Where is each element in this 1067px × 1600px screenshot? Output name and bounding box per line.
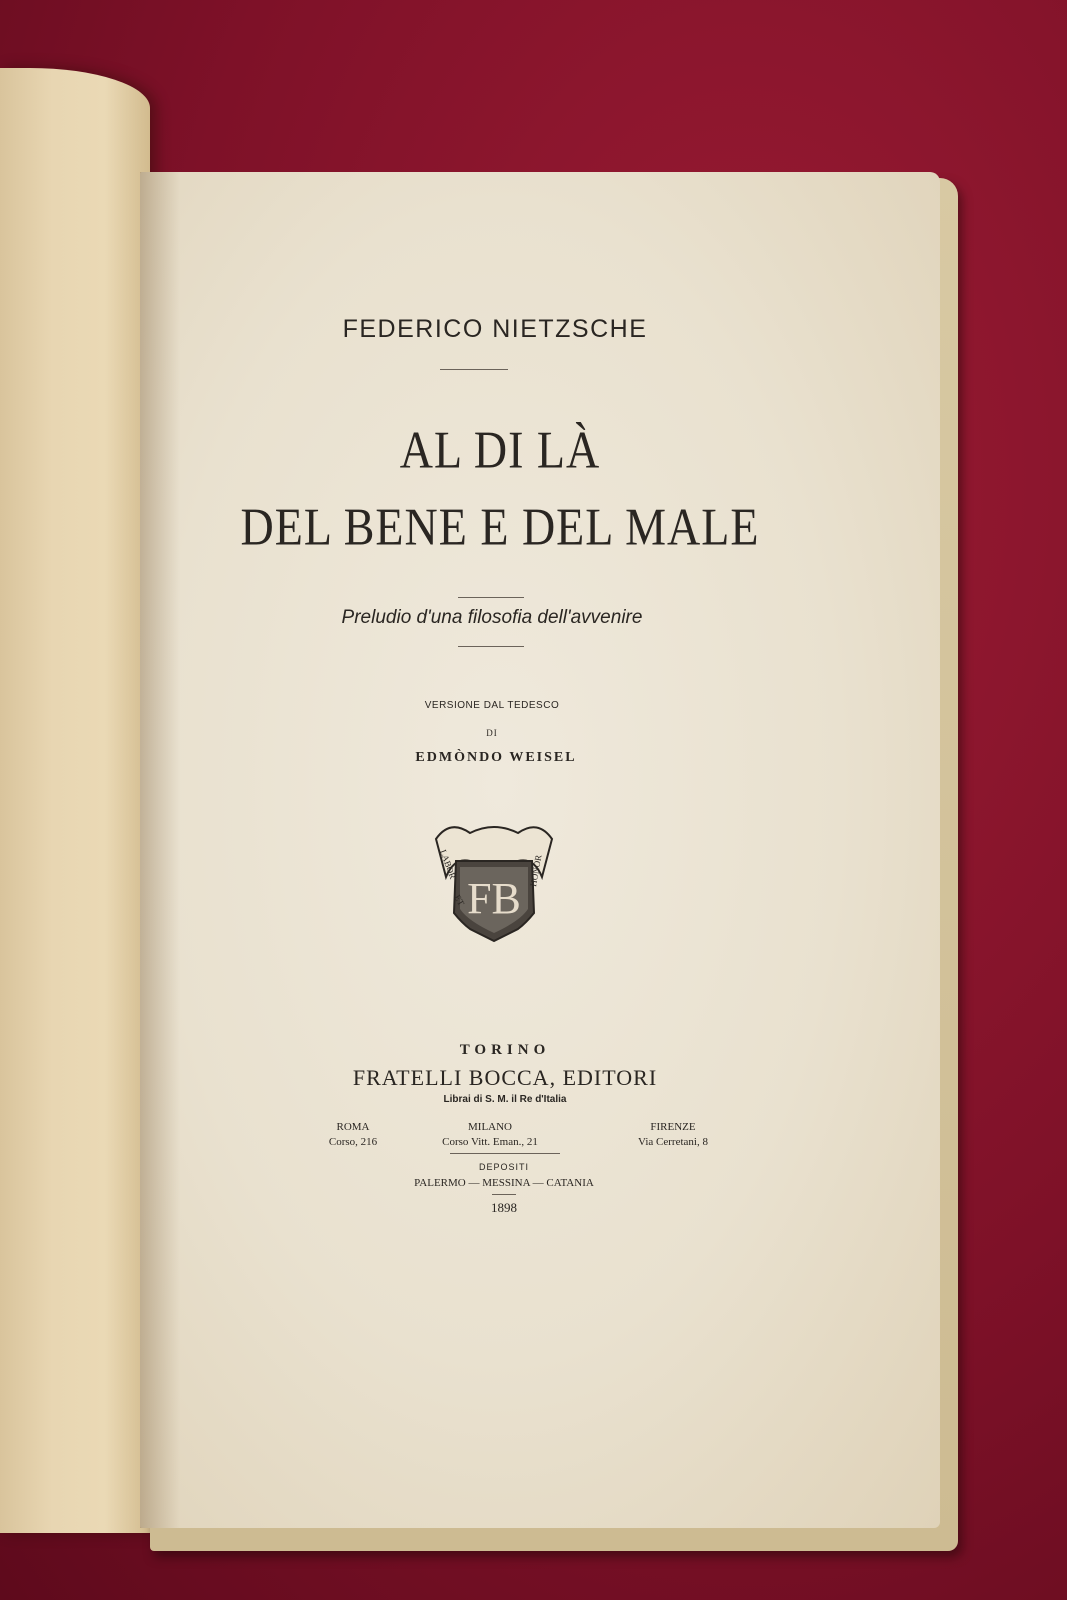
publication-year: 1898 [491,1200,517,1215]
ornamental-rule [440,369,508,370]
author-name: FEDERICO NIETZSCHE [342,315,648,343]
translator-name: EDMÒNDO WEISEL [415,750,577,765]
subtitle: Preludio d'una filosofia dell'avvenire [341,607,643,628]
translation-note: VERSIONE DAL TEDESCO [424,700,560,711]
left-page-edge [0,68,150,1533]
branch-address: Corso Vitt. Eman., 21 [442,1136,538,1148]
book-title-line-1: AL DI LÀ [399,420,601,479]
title-page [140,172,940,1528]
branch-address: Corso, 216 [328,1136,378,1148]
by-label: DI [486,728,498,738]
publisher-name: FRATELLI BOCCA, EDITORI [352,1065,658,1090]
depositi-label: DEPOSITI [478,1162,529,1172]
branch-city: FIRENZE [650,1121,696,1133]
branch-city: MILANO [468,1121,512,1133]
motto-honor: HONOR [528,854,544,888]
imprint-rule [450,1153,560,1154]
motto-labor: LABOR [438,848,458,881]
monogram: FB [467,874,521,923]
imprint-rule [492,1194,516,1195]
motto-et: ET [452,893,467,908]
branch-firenze [583,1120,763,1150]
ornamental-rule [458,646,524,647]
depositi-cities: PALERMO — MESSINA — CATANIA [414,1177,594,1189]
book-title-line-2: DEL BENE E DEL MALE [240,497,760,556]
branch-city: ROMA [336,1121,370,1133]
imprint-city: TORINO [459,1042,551,1058]
publisher-appointment: Librai di S. M. il Re d'Italia [443,1094,567,1105]
branch-milano [400,1120,580,1150]
ornamental-rule [458,597,524,598]
branch-address: Via Cerretani, 8 [638,1136,708,1148]
publisher-mark-emblem [430,817,558,947]
